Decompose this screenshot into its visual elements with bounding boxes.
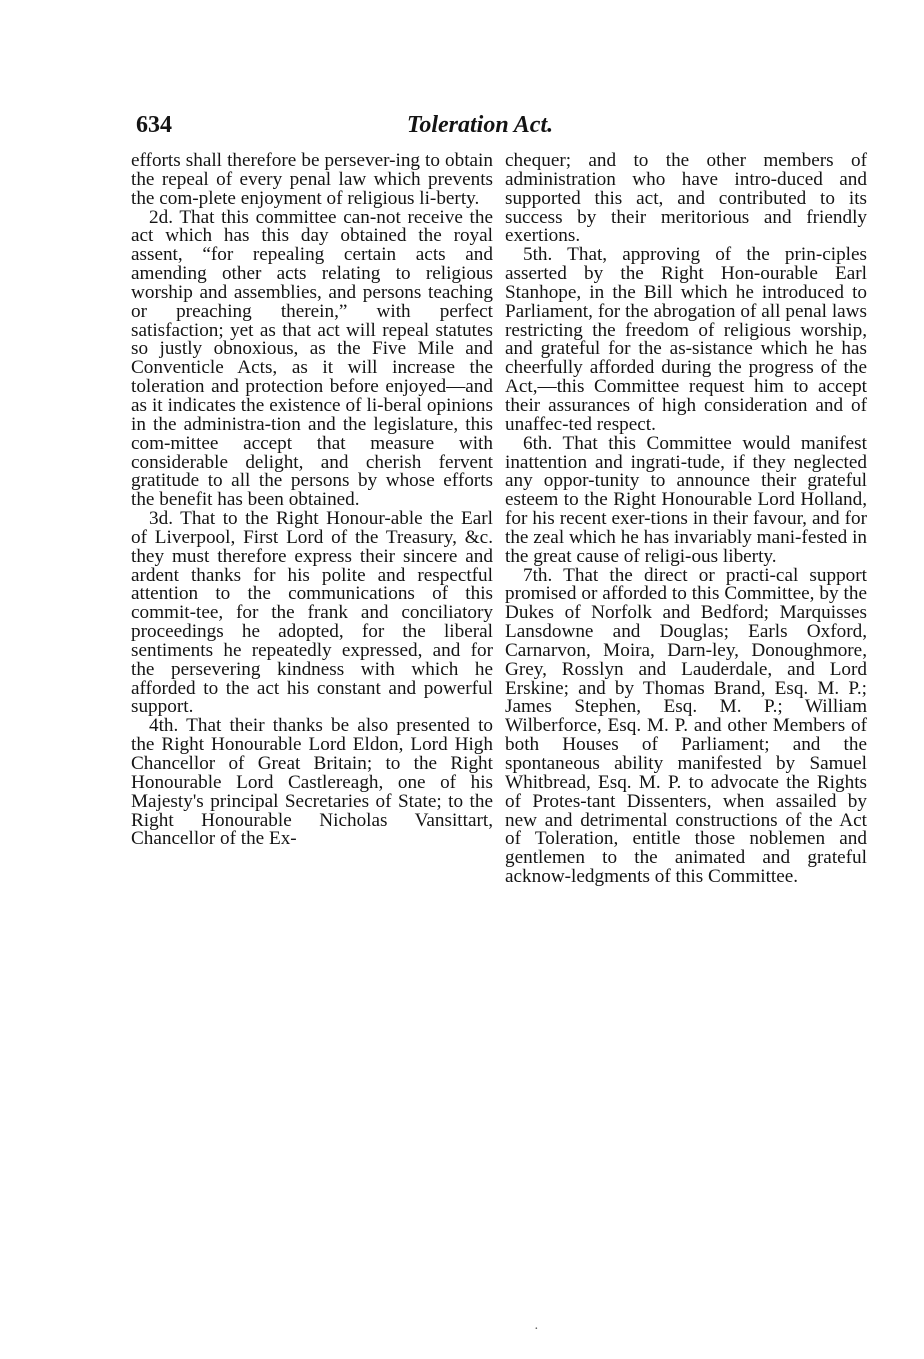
page-header: [120, 112, 840, 146]
left-column: [131, 152, 493, 849]
running-title: Toleration Act.: [406, 112, 554, 138]
paragraph-continued: chequer; and to the other members of administration who have intro-duced and supported this act, and contributed to its success by their meritorious and friendly exertions.: [505, 150, 867, 247]
resolution-4th: 4th. That their thanks be also presented to the Right Honourable Lord Eldon, Lord High Chancellor of Great Britain; to the Right Honourable Lord Castlereagh, one of his Majesty's principal Secretaries of State; to the Right Honourable Nicholas Vansittart, Chancellor of the Ex-: [131, 715, 493, 850]
resolution-2d: 2d. That this committee can-not receive the act which has this day obtained the royal assent, “for repealing certain acts and amending other acts relating to religious worship and assemblies, and persons teaching or preaching therein,” with perfect satisfaction; yet as that act will repeal statutes so justly obnoxious, as the Five Mile and Conventicle Acts, as it will increase the toleration and protection before enjoyed—and as it indicates the existence of li-beral opinions in the administra-tion and the legislature, this com-mittee accept that measure with considerable delight, and cherish fervent gratitude to all the persons by whose efforts the benefit has been obtained.: [131, 206, 493, 511]
resolution-6th: 6th. That this Committee would manifest inattention and ingrati-tude, if they neglected any oppor-tunity to announce their grateful esteem to the Right Honourable Lord Holland, for his recent exer-tions in their favour, and for the zeal which he has invariably mani-fested in the great cause of religi-ous liberty.: [505, 432, 867, 567]
page-number: 634: [136, 112, 172, 138]
resolution-3d: 3d. That to the Right Honour-able the Earl of Liverpool, First Lord of the Treasury, &c. they must therefore express their sincere and ardent thanks for his polite and respectful attention to the communications of this commit-tee, for the frank and conciliatory proceedings he adopted, for the liberal sentiments he repeatedly expressed, and for the persevering kindness with which he afforded to the act his constant and powerful support.: [131, 508, 493, 718]
resolution-5th: 5th. That, approving of the prin-ciples asserted by the Right Hon-ourable Earl Stanhope, in the Bill which he introduced to Parliament, for the abrogation of all penal laws restricting the freedom of religious worship, and grateful for the as-sistance which he has cheerfully afforded during the progress of the Act,—this Committee request him to accept their assurances of high consideration and of unaffec-ted respect.: [505, 244, 867, 435]
paragraph-continued: efforts shall therefore be persever-ing to obtain the repeal of every penal law which prevents the com-plete enjoyment of religious li-berty.: [131, 150, 493, 209]
resolution-7th: 7th. That the direct or practi-cal support promised or afforded to this Committee, by the Dukes of Norfolk and Bedford; Marquisses Lansdowne and Douglas; Earls Oxford, Carnarvon, Moira, Darn-ley, Donoughmore, Grey, Rosslyn and Lauderdale, and Lord Erskine; and by Thomas Brand, Esq. M. P.; James Stephen, Esq. M. P.; William Wilberforce, Esq. M. P. and other Members of both Houses of Parliament; and the spontaneous ability manifested by Samuel Whitbread, Esq. M. P. to advocate the Rights of Protes-tant Dissenters, when assailed by new and detrimental constructions of the Act of Toleration, entitle those noblemen and gentlemen to the animated and grateful acknow-ledgments of this Committee.: [505, 564, 867, 888]
footer-mark: ·: [534, 1322, 539, 1337]
right-column: [505, 152, 867, 887]
